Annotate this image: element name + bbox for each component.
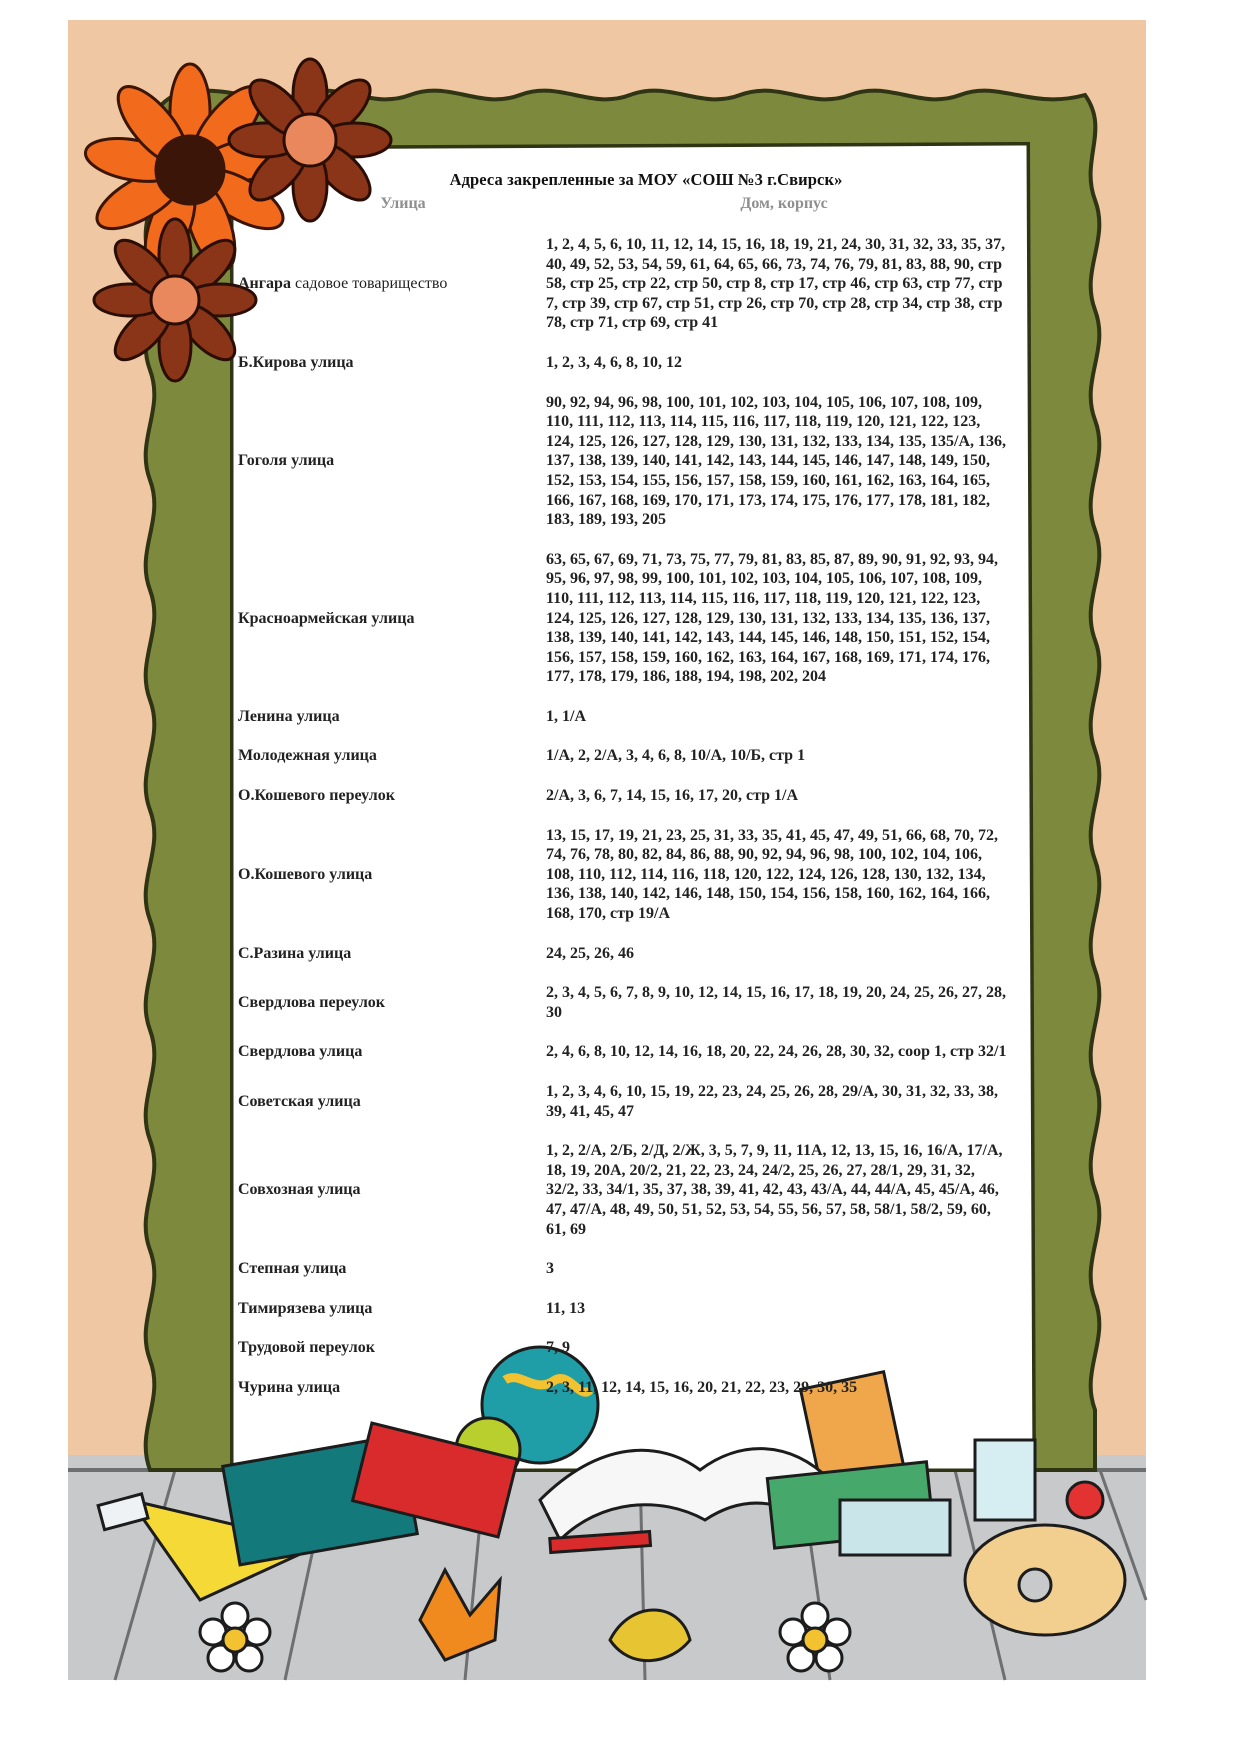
table-row <box>236 540 1022 697</box>
table-row <box>236 736 1022 776</box>
street-cell: Ленина улица <box>238 707 340 725</box>
street-cell: Свердлова улица <box>238 1043 363 1061</box>
street-cell: Степная улица <box>238 1260 347 1278</box>
houses-cell: 1/А, 2, 2/А, 3, 4, 6, 8, 10/А, 10/Б, стр 1 <box>546 747 806 765</box>
street-cell: Красноармейская улица <box>238 609 415 627</box>
houses-cell: 1, 2, 3, 4, 6, 8, 10, 12 <box>546 353 682 371</box>
houses-cell: 63, 65, 67, 69, 71, 73, 75, 77, 79, 81, 83, 85, 87, 89, 90, 91, 92, 93, 94, 95, 96, 97, 98, 99, 100, 101, 102, 103, 104, 105, 106, 107, 108, 109, 110, 111, 112, 113, 114, 115, 116, 117, 118, 119, 120, 121, 122, 123, 124, 125, 126, 127, 128, 129, 130, 131, 132, 133, 134, 135, 136, 137, 138, 139, 140, 141, 142, 143, 144, 145, 146, 148, 150, 151, 152, 154, 156, 157, 158, 159, 160, 162, 163, 164, 167, 168, 169, 171, 174, 176, 177, 178, 179, 186, 188, 194, 198, 202, 204 <box>546 550 998 686</box>
street-cell: Свердлова переулок <box>238 994 386 1012</box>
houses-cell: 1, 1/А <box>546 707 586 725</box>
street-cell: Совхозная улица <box>238 1181 361 1199</box>
table-row <box>236 1032 1022 1072</box>
houses-cell: 7, 9 <box>546 1339 570 1357</box>
table-row <box>236 1249 1022 1289</box>
table-header-row <box>236 194 1022 225</box>
street-cell: С.Разина улица <box>238 944 352 962</box>
table-row <box>236 973 1022 1032</box>
houses-column-header: Дом, корпус <box>740 195 828 212</box>
document-title: Адреса закрепленные за МОУ «СОШ №3 г.Свирск» <box>449 170 843 189</box>
table-row <box>236 1289 1022 1329</box>
houses-cell: 2/А, 3, 6, 7, 14, 15, 16, 17, 20, стр 1/А <box>546 787 799 805</box>
street-cell: Тимирязева улица <box>238 1299 373 1317</box>
houses-cell: 3 <box>546 1260 554 1278</box>
houses-cell: 2, 3, 11, 12, 14, 15, 16, 20, 21, 22, 23, 29, 30, 35 <box>546 1378 858 1396</box>
document-content <box>236 170 1022 1408</box>
houses-cell: 24, 25, 26, 46 <box>546 944 634 962</box>
street-cell: Чурина улица <box>238 1378 341 1396</box>
houses-cell: 11, 13 <box>546 1299 586 1317</box>
table-row <box>236 697 1022 737</box>
table-row <box>236 1328 1022 1368</box>
paint-box <box>840 1500 950 1555</box>
street-cell: Ангара садовое товарищество <box>238 275 448 293</box>
table-row <box>236 1072 1022 1131</box>
table-row <box>236 934 1022 974</box>
houses-cell: 2, 4, 6, 8, 10, 12, 14, 16, 18, 20, 22, 24, 26, 28, 30, 32, соор 1, стр 32/1 <box>546 1043 1007 1061</box>
table-row <box>236 1131 1022 1249</box>
table-body <box>236 225 1022 1408</box>
houses-cell: 1, 2, 2/А, 2/Б, 2/Д, 2/Ж, 3, 5, 7, 9, 11, 11А, 12, 13, 15, 16, 16/А, 17/А, 18, 19, 20А, 20/2, 21, 22, 23, 24, 24/2, 25, 26, 27, 28/1, 29, 31, 32, 32/2, 33, 34/1, 35, 37, 38, 39, 41, 42, 43, 43/А, 44, 44/А, 45, 45/А, 46, 47, 47/А, 48, 49, 50, 51, 52, 53, 54, 55, 56, 57, 58, 58/1, 58/2, 59, 60, 61, 69 <box>546 1142 1003 1238</box>
table-row <box>236 776 1022 816</box>
paint-jar <box>1067 1482 1103 1518</box>
street-cell: Б.Кирова улица <box>238 353 354 371</box>
houses-cell: 2, 3, 4, 5, 6, 7, 8, 9, 10, 12, 14, 15, 16, 17, 18, 19, 20, 24, 25, 26, 27, 28, 30 <box>546 984 1006 1021</box>
street-cell: О.Кошевого улица <box>238 865 373 883</box>
street-cell: Молодежная улица <box>238 747 377 765</box>
houses-cell: 1, 2, 3, 4, 6, 10, 15, 19, 22, 23, 24, 25, 26, 28, 29/А, 30, 31, 32, 33, 38, 39, 41, 45, 47 <box>546 1083 998 1120</box>
table-row <box>236 225 1022 343</box>
houses-cell: 90, 92, 94, 96, 98, 100, 101, 102, 103, 104, 105, 106, 107, 108, 109, 110, 111, 112, 113, 114, 115, 116, 117, 118, 119, 120, 121, 122, 123, 124, 125, 126, 127, 128, 129, 130, 131, 132, 133, 134, 135, 135/А, 136, 137, 138, 139, 140, 141, 142, 143, 144, 145, 146, 147, 148, 149, 150, 152, 153, 154, 155, 156, 157, 158, 159, 160, 161, 162, 163, 164, 165, 166, 167, 168, 169, 170, 171, 173, 174, 175, 176, 177, 178, 181, 182, 183, 189, 193, 205 <box>546 393 1006 529</box>
street-column-header: Улица <box>380 195 426 212</box>
address-table <box>236 194 1022 1408</box>
houses-cell: 13, 15, 17, 19, 21, 23, 25, 31, 33, 35, 41, 45, 47, 49, 51, 66, 68, 70, 72, 74, 76, 78, 80, 82, 84, 86, 88, 90, 92, 94, 96, 98, 100, 102, 104, 106, 108, 110, 112, 114, 116, 118, 120, 122, 124, 126, 128, 130, 132, 134, 136, 138, 140, 142, 146, 148, 150, 154, 156, 158, 160, 162, 164, 166, 168, 170, стр 19/А <box>546 826 998 923</box>
glass-cup <box>975 1440 1035 1520</box>
houses-cell: 1, 2, 4, 5, 6, 10, 11, 12, 14, 15, 16, 18, 19, 21, 24, 30, 31, 32, 33, 35, 37, 40, 49, 52, 53, 54, 59, 61, 64, 65, 66, 73, 74, 76, 79, 81, 83, 88, 90, стр 58, стр 25, стр 22, стр 50, стр 8, стр 17, стр 46, стр 63, стр 77, стр 7, стр 39, стр 67, стр 51, стр 26, стр 70, стр 28, стр 34, стр 38, стр 78, стр 71, стр 69, стр 41 <box>546 236 1006 332</box>
table-row <box>236 1368 1022 1408</box>
flower-brown-lower <box>94 219 256 381</box>
street-cell: Гоголя улица <box>238 452 335 470</box>
table-row <box>236 383 1022 540</box>
street-cell: Советская улица <box>238 1092 361 1110</box>
street-cell: О.Кошевого переулок <box>238 787 395 805</box>
table-row <box>236 816 1022 934</box>
table-row <box>236 343 1022 383</box>
street-cell: Трудовой переулок <box>238 1339 375 1357</box>
